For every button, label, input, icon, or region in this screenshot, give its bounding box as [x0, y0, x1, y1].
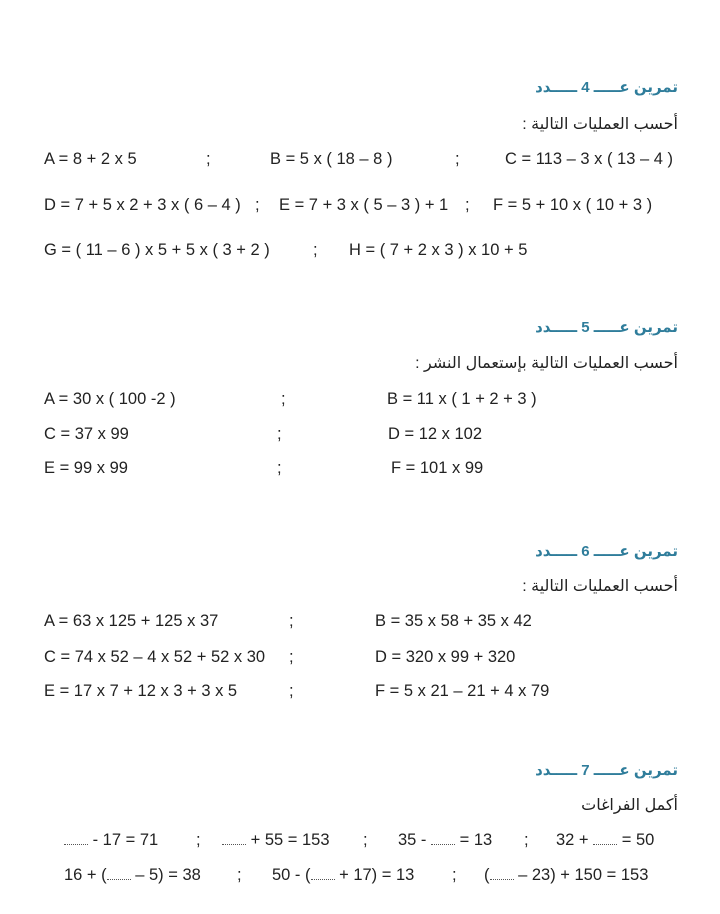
- answer-blank[interactable]: [222, 836, 246, 845]
- equation-g: G = ( 11 – 6 ) x 5 + 5 x ( 3 + 2 ): [44, 241, 270, 259]
- equation-e: E = 17 x 7 + 12 x 3 + 3 x 5: [44, 682, 238, 700]
- equation-text: – 5) = 38: [135, 866, 201, 884]
- answer-blank[interactable]: [107, 871, 131, 880]
- equation-b: B = 5 x ( 18 – 8 ): [270, 150, 393, 168]
- equation-f: F = 5 + 10 x ( 10 + 3 ): [493, 196, 653, 214]
- separator: ;: [465, 196, 470, 214]
- fill-in-equation-5: [64, 866, 201, 885]
- equation-text: 16 + (: [64, 866, 107, 884]
- equation-e: E = 7 + 3 x ( 5 – 3 ) + 1: [279, 196, 449, 214]
- separator: ;: [289, 612, 294, 630]
- separator: ;: [237, 866, 242, 884]
- fill-in-equation-6: [272, 866, 414, 885]
- separator: ;: [289, 648, 294, 666]
- exercise-7-title: تمرين عـــــ 7 ـــــدد: [535, 762, 678, 779]
- equation-c: C = 113 – 3 x ( 13 – 4 ): [505, 150, 673, 168]
- equation-text: (: [484, 866, 490, 884]
- fill-in-equation-4: [556, 831, 654, 850]
- separator: ;: [277, 425, 282, 443]
- separator: ;: [313, 241, 318, 259]
- separator: ;: [455, 150, 460, 168]
- equation-a: A = 30 x ( 100 -2 ): [44, 390, 176, 408]
- separator: ;: [524, 831, 529, 849]
- equation-d: D = 7 + 5 x 2 + 3 x ( 6 – 4 ): [44, 196, 241, 214]
- exercise-5-title: تمرين عـــــ 5 ـــــدد: [535, 319, 678, 336]
- separator: ;: [363, 831, 368, 849]
- equation-text: + 17) = 13: [339, 866, 415, 884]
- equation-c: C = 37 x 99: [44, 425, 129, 443]
- fill-in-equation-7: [484, 866, 648, 885]
- equation-d: D = 12 x 102: [388, 425, 483, 443]
- exercise-6-title: تمرين عـــــ 6 ـــــدد: [535, 543, 678, 560]
- exercise-5-instruction: أحسب العمليات التالية بإستعمال النشر :: [415, 355, 678, 372]
- separator: ;: [289, 682, 294, 700]
- equation-c: C = 74 x 52 – 4 x 52 + 52 x 30: [44, 648, 266, 666]
- separator: ;: [206, 150, 211, 168]
- equation-text: - 17 = 71: [92, 831, 159, 849]
- equation-f: F = 5 x 21 – 21 + 4 x 79: [375, 682, 550, 700]
- equation-text: = 13: [459, 831, 493, 849]
- exercise-7-instruction: أكمل الفراغات: [581, 797, 678, 814]
- equation-d: D = 320 x 99 + 320: [375, 648, 516, 666]
- fill-in-equation-1: [64, 831, 158, 850]
- exercise-4-instruction: أحسب العمليات التالية :: [522, 116, 678, 133]
- answer-blank[interactable]: [490, 871, 514, 880]
- answer-blank[interactable]: [311, 871, 335, 880]
- separator: ;: [452, 866, 457, 884]
- separator: ;: [255, 196, 260, 214]
- equation-h: H = ( 7 + 2 x 3 ) x 10 + 5: [349, 241, 528, 259]
- separator: ;: [277, 459, 282, 477]
- exercise-6-instruction: أحسب العمليات التالية :: [522, 578, 678, 595]
- equation-e: E = 99 x 99: [44, 459, 128, 477]
- exercise-4-title: تمرين عـــــ 4 ـــــدد: [535, 79, 678, 96]
- answer-blank[interactable]: [593, 836, 617, 845]
- equation-b: B = 35 x 58 + 35 x 42: [375, 612, 532, 630]
- answer-blank[interactable]: [431, 836, 455, 845]
- answer-blank[interactable]: [64, 836, 88, 845]
- separator: ;: [281, 390, 286, 408]
- equation-text: + 55 = 153: [250, 831, 330, 849]
- equation-text: 50 - (: [272, 866, 311, 884]
- separator: ;: [196, 831, 201, 849]
- equation-text: – 23) + 150 = 153: [518, 866, 649, 884]
- fill-in-equation-2: [222, 831, 330, 850]
- equation-a: A = 8 + 2 x 5: [44, 150, 137, 168]
- equation-text: 35 -: [398, 831, 427, 849]
- equation-f: F = 101 x 99: [391, 459, 484, 477]
- equation-b: B = 11 x ( 1 + 2 + 3 ): [387, 390, 537, 408]
- equation-text: 32 +: [556, 831, 589, 849]
- fill-in-equation-3: [398, 831, 492, 850]
- equation-text: = 50: [621, 831, 655, 849]
- equation-a: A = 63 x 125 + 125 x 37: [44, 612, 219, 630]
